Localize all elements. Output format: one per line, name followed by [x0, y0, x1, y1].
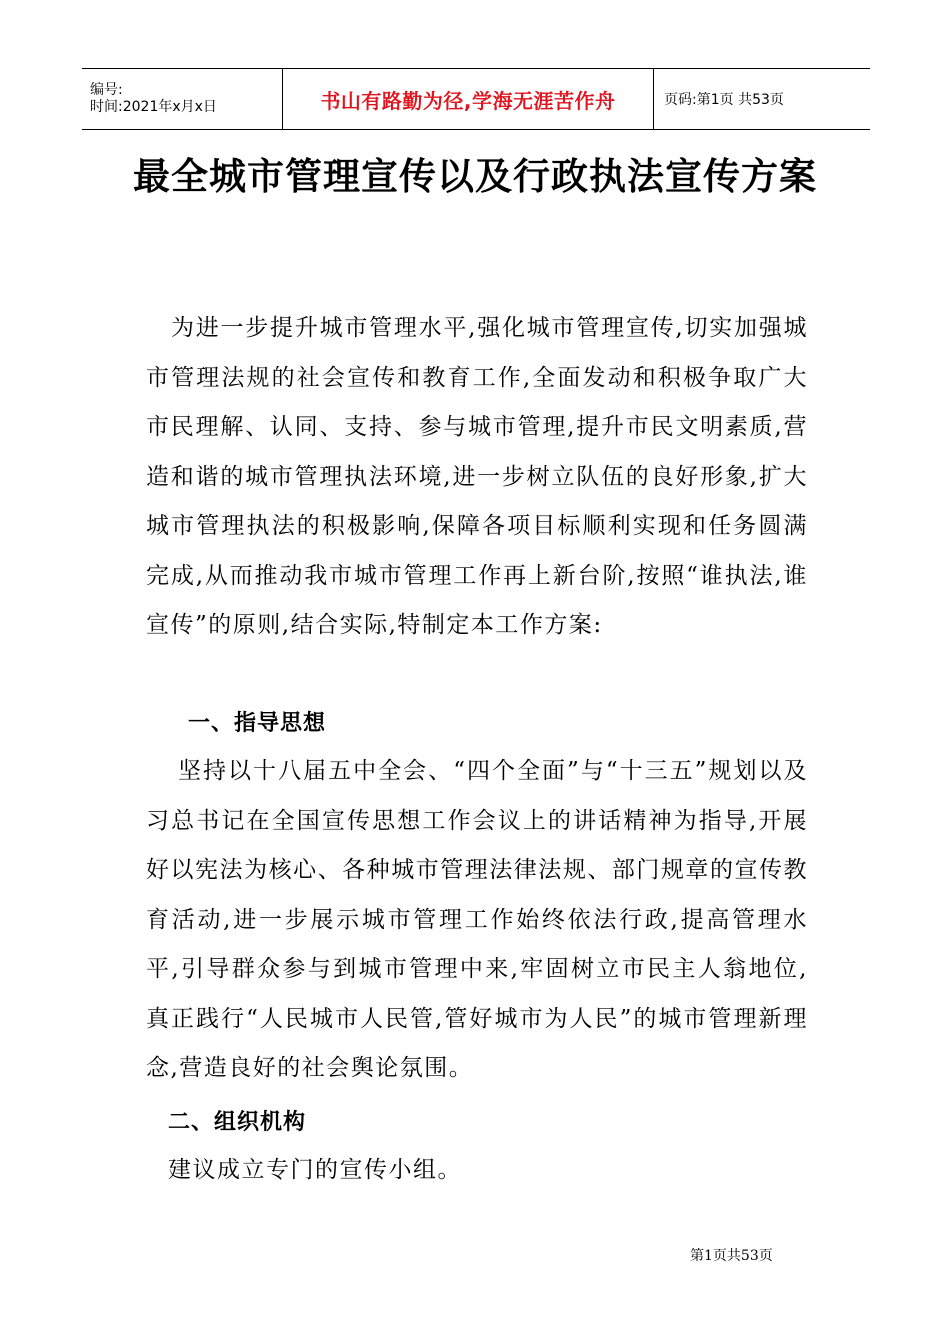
header-page-info: 页码:第1页 共53页 [664, 92, 784, 108]
page-title: 最全城市管理宣传以及行政执法宣传方案 [133, 155, 817, 198]
section-heading-guiding-thought: 一、指导思想 [188, 711, 327, 736]
intro-paragraph: 为进一步提升城市管理水平,强化城市管理宣传,切实加强城市管理法规的社会宣传和教育工作,全面发动和积极争取广大市民理解、认同、支持、参与城市管理,提升市民文明素质,营造和谐的城市管理执法环境,进一步树立队伍的良好形象,扩大城市管理执法的积极影响,保障各项目标顺利实现和任务圆满完成,从而推动我市城市管理工作再上新台阶,按照“谁执法,谁宣传”的原则,结合实际,特制定本工作方案: [146, 315, 808, 638]
header-page-cell [654, 69, 870, 129]
footer-page-info: 第1页共53页 [690, 1248, 773, 1264]
time-label: 时间:2021年x月x日 [90, 99, 217, 115]
header-meta [82, 69, 282, 129]
section-heading-organization: 二、组织机构 [168, 1110, 307, 1135]
section-body-guiding-thought: 坚持以十八届五中全会、“四个全面”与“十三五”规划以及习总书记在全国宣传思想工作会议上的讲话精神为指导,开展好以宪法为核心、各种城市管理法律法规、部门规章的宣传教育活动,进一步展示城市管理工作始终依法行政,提高管理水平,引导群众参与到城市管理中来,牢固树立市民主人翁地位,真正践行“人民城市人民管,管好城市为人民”的城市管理新理念,营造良好的社会舆论氛围。 [146, 758, 808, 1081]
motto: 书山有路勤为径,学海无涯苦作舟 [320, 88, 616, 113]
header-motto-cell [282, 69, 654, 129]
serial-label: 编号: [90, 82, 123, 98]
section-body-organization: 建议成立专门的宣传小组。 [168, 1157, 462, 1183]
document-header [82, 68, 870, 130]
